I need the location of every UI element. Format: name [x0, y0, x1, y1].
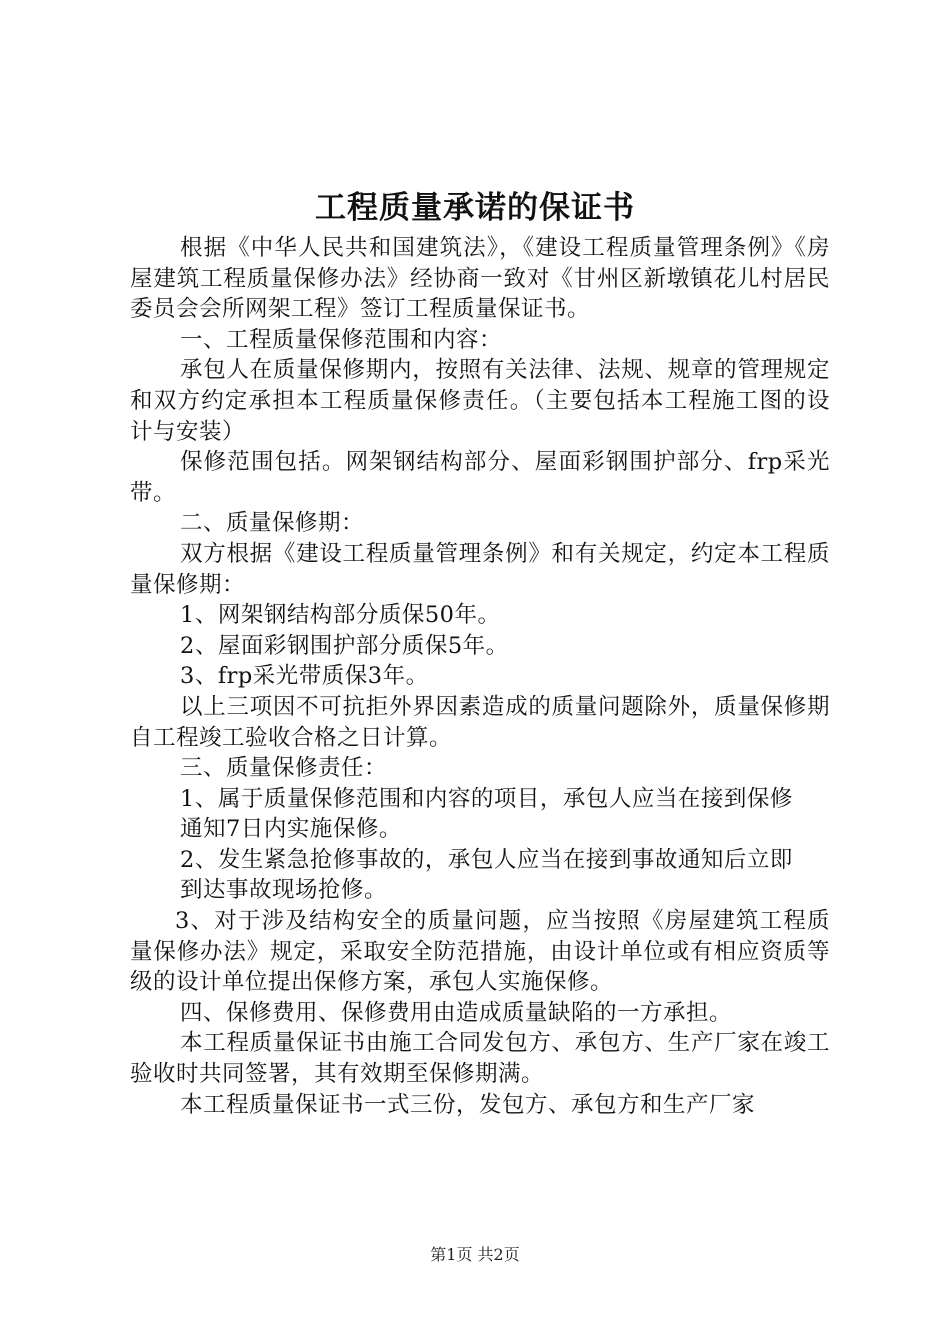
section-heading-4: 四、保修费用、保修费用由造成质量缺陷的一方承担。: [180, 999, 733, 1026]
list-item-duty-2-continued: 到达事故现场抢修。: [180, 877, 388, 904]
document-body: [130, 233, 830, 1120]
paragraph-intro: 根据《中华人民共和国建筑法》，《建设工程质量管理条例》《房屋建筑工程质量保修办法》经协商一致对《甘州区新墩镇花儿村居民委员会会所网架工程》签订工程质量保证书。: [130, 235, 830, 323]
section-heading-2: 二、质量保修期：: [180, 510, 365, 537]
paragraph-warranty-period: 双方根据《建设工程质量管理条例》和有关规定，约定本工程质量保修期：: [130, 540, 830, 598]
list-item-warranty-1: 1、网架钢结构部分质保50年。: [180, 602, 501, 629]
paragraph-scope: 承包人在质量保修期内，按照有关法律、法规、规章的管理规定和双方约定承担本工程质量保修责任。（主要包括本工程施工图的设计与安装）: [130, 357, 830, 445]
list-item-warranty-2: 2、屋面彩钢围护部分质保5年。: [180, 632, 509, 659]
list-item-duty-1-continued: 通知7日内实施保修。: [180, 816, 402, 843]
paragraph-scope-items: 保修范围包括。网架钢结构部分、屋面彩钢围护部分、frp采光带。: [130, 449, 830, 506]
section-heading-1: 一、工程质量保修范围和内容：: [180, 326, 503, 353]
list-item-duty-1: 1、属于质量保修范围和内容的项目，承包人应当在接到保修: [180, 785, 793, 812]
list-item-duty-2: 2、发生紧急抢修事故的，承包人应当在接到事故通知后立即: [180, 846, 793, 873]
list-item-warranty-3: 3、frp采光带质保3年。: [180, 663, 429, 690]
paragraph-copies: 本工程质量保证书一式三份，发包方、承包方和生产厂家: [180, 1091, 756, 1118]
document-title: 工程质量承诺的保证书: [315, 190, 635, 226]
paragraph-exclusion: 以上三项因不可抗拒外界因素造成的质量问题除外，质量保修期自工程竣工验收合格之日计算。: [130, 693, 830, 751]
list-item-duty-3: 3、对于涉及结构安全的质量问题，应当按照《房屋建筑工程质量保修办法》规定，采取安全防范措施，由设计单位或有相应资质等级的设计单位提出保修方案，承包人实施保修。: [130, 908, 830, 996]
section-heading-3: 三、质量保修责任：: [180, 755, 388, 782]
page-footer: 第1页 共2页: [430, 1245, 520, 1264]
paragraph-signing: 本工程质量保证书由施工合同发包方、承包方、生产厂家在竣工验收时共同签署，其有效期至保修期满。: [130, 1030, 830, 1088]
